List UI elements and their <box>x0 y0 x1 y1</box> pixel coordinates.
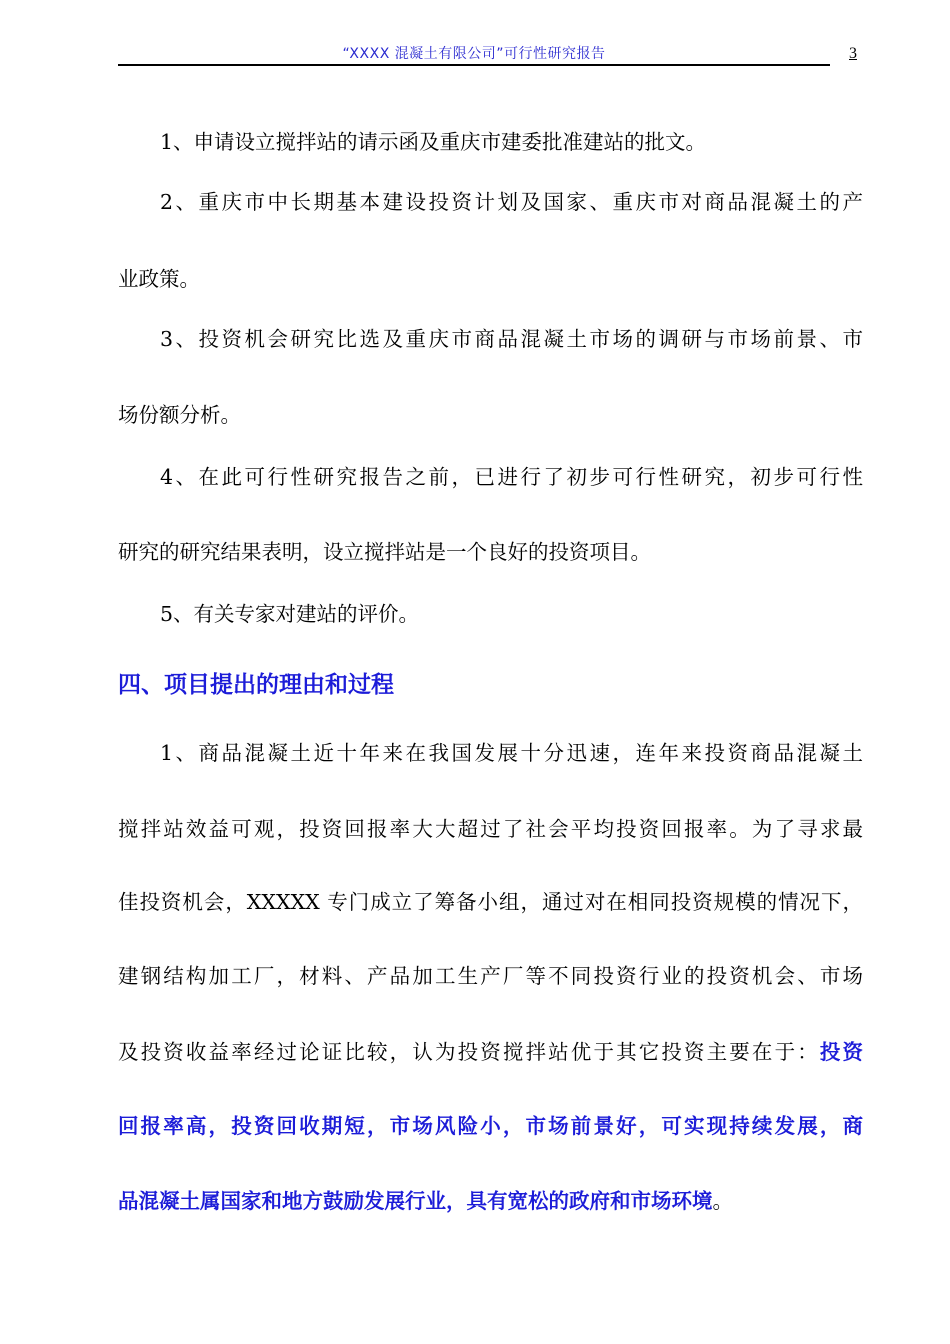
paragraph-line-3: 佳投资机会，XXXXX 专门成立了筹备小组，通过对在相同投资规模的情况下， <box>118 890 863 914</box>
list-item-3-line-2: 场份额分析。 <box>118 403 241 427</box>
paragraph-line-2: 搅拌站效益可观，投资回报率大大超过了社会平均投资回报率。为了寻求最 <box>118 817 863 841</box>
highlight-line-2 <box>118 1187 863 1215</box>
page-header <box>118 44 830 66</box>
list-item-5: 5、有关专家对建站的评价。 <box>160 602 420 626</box>
page-number: 3 <box>849 45 857 62</box>
list-item-1: 1、申请设立搅拌站的请示函及重庆市建委批准建站的批文。 <box>160 130 707 154</box>
highlight-line-1: 回报率高，投资回收期短，市场风险小，市场前景好，可实现持续发展，商 <box>118 1114 863 1138</box>
paragraph-line-4: 建钢结构加工厂，材料、产品加工生产厂等不同投资行业的投资机会、市场 <box>118 964 863 988</box>
paragraph-line-5-plain: 及投资收益率经过论证比较，认为投资搅拌站优于其它投资主要在于： <box>118 1040 820 1064</box>
list-item-3-line-1: 3、投资机会研究比选及重庆市商品混凝土市场的调研与市场前景、市 <box>160 327 863 351</box>
section-heading: 四、项目提出的理由和过程 <box>118 672 394 698</box>
paragraph-line-1: 1、商品混凝土近十年来在我国发展十分迅速，连年来投资商品混凝土 <box>160 741 863 765</box>
list-item-2-line-2: 业政策。 <box>118 267 200 291</box>
list-item-4-line-1: 4、在此可行性研究报告之前，已进行了初步可行性研究，初步可行性 <box>160 465 863 489</box>
header-title: “XXXX 混凝土有限公司”可行性研究报告 <box>342 46 606 62</box>
list-item-2-line-1: 2、重庆市中长期基本建设投资计划及国家、重庆市对商品混凝土的产 <box>160 190 863 214</box>
highlight-start: 投资 <box>819 1040 863 1064</box>
sentence-end: 。 <box>712 1189 733 1213</box>
list-item-4-line-2: 研究的研究结果表明，设立搅拌站是一个良好的投资项目。 <box>118 540 651 564</box>
paragraph-line-5 <box>118 1038 863 1066</box>
highlight-end: 品混凝土属国家和地方鼓励发展行业，具有宽松的政府和市场环境 <box>118 1189 713 1213</box>
